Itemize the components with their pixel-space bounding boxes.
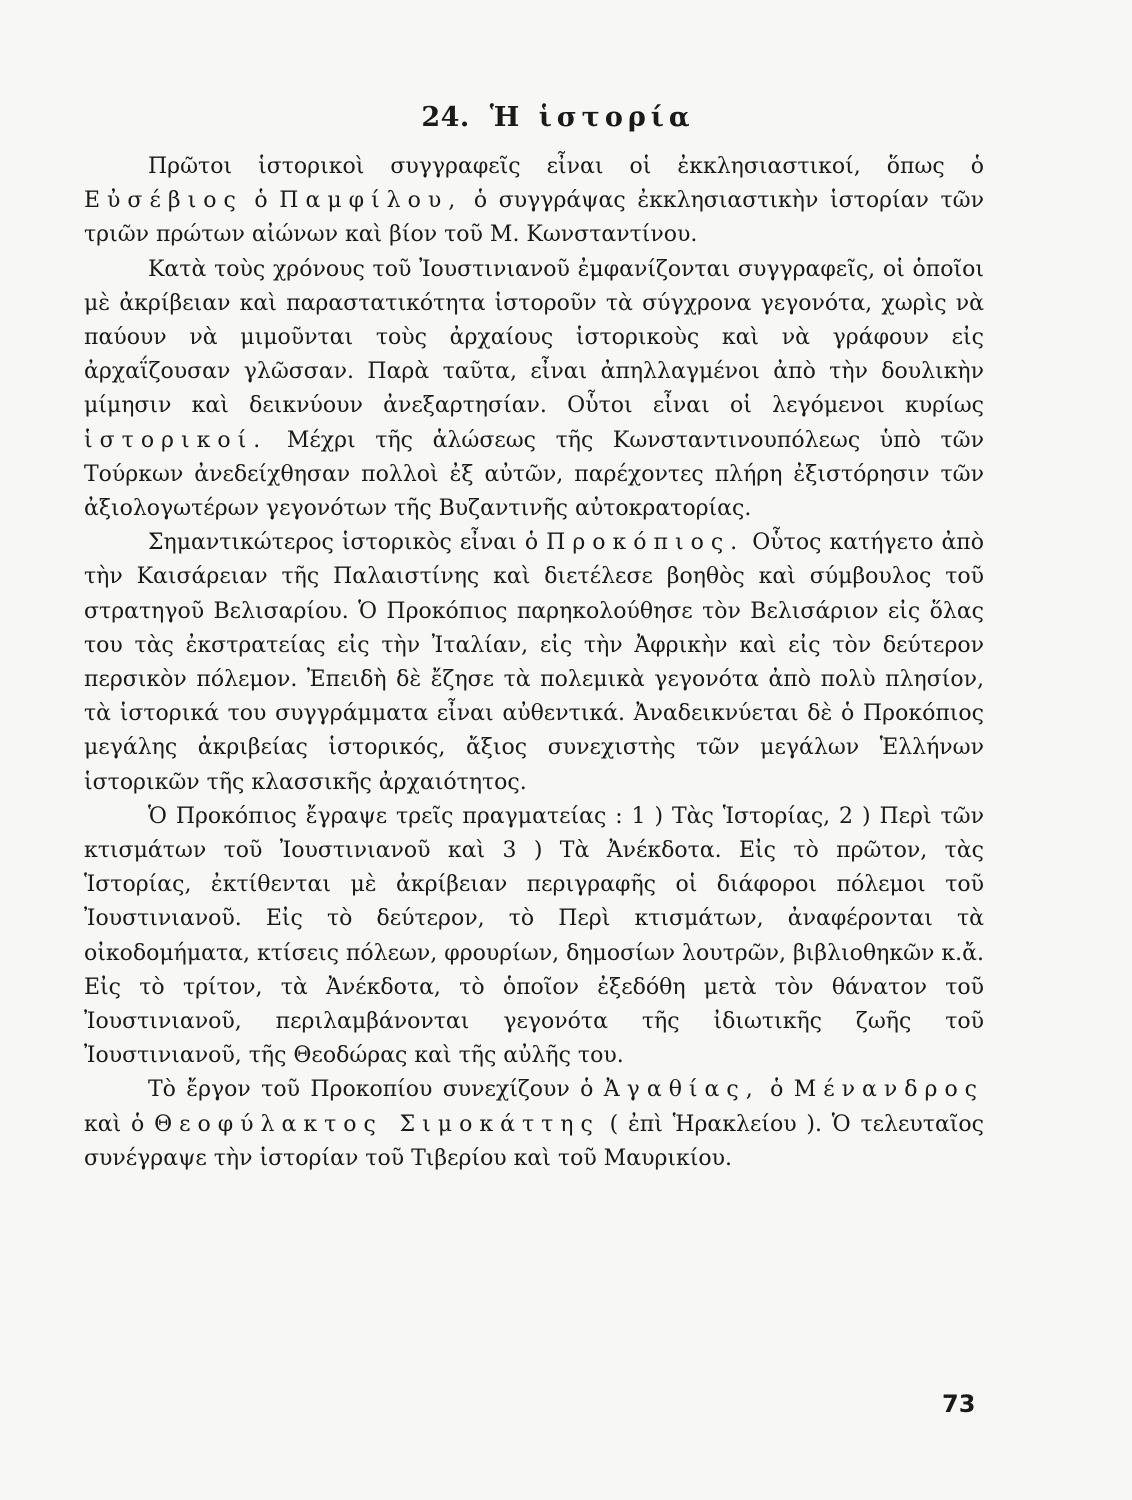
paragraph-3: Σημαντικώτερος ἱστορικὸς εἶναι ὁ Προκόπιος. Οὗτος κατήγετο ἀπὸ τὴν Καισάρειαν τῆς Παλαιστίνης καὶ διετέλεσε βοηθὸς καὶ σύμβουλος τοῦ στρατηγοῦ Βελισαρίου. Ὁ Προκόπιος παρηκολούθησε τὸν Βελισάριον εἰς ὅλας του τὰς ἐκστρατείας εἰς τὴν Ἰταλίαν, εἰς τὴν Ἀφρικὴν καὶ εἰς τὸν δεύτερον περσικὸν πόλεμον. Ἐπειδὴ δὲ ἔζησε τὰ πολεμικὰ γεγονότα ἀπὸ πολὺ πλησίον, τὰ ἱστορικά του συγγράμματα εἶναι αὐθεντικά. Ἀναδεικνύεται δὲ ὁ Προκόπιος μεγάλης ἀκριβείας ἱστορικός, ἄξιος συνεχιστὴς τῶν μεγάλων Ἑλλήνων ἱστορικῶν τῆς κλασσικῆς ἀρχαιότητος.: [84, 530, 985, 795]
book-page: [84, 96, 984, 1176]
paragraph-4: Ὁ Προκόπιος ἔγραψε τρεῖς πραγματείας : 1 ) Τὰς Ἱστορίας, 2 ) Περὶ τῶν κτισμάτων τοῦ Ἰουστινιανοῦ καὶ 3 ) Τὰ Ἀνέκδοτα. Εἰς τὸ πρῶτον, τὰς Ἱστορίας, ἐκτίθενται μὲ ἀκρίβειαν περιγραφῆς οἱ διάφοροι πόλεμοι τοῦ Ἰουστινιανοῦ. Εἰς τὸ δεύτερον, τὸ Περὶ κτισμάτων, ἀναφέρονται τὰ οἰκοδομήματα, κτίσεις πόλεων, φρουρίων, δημοσίων λουτρῶν, βιβλιοθηκῶν κ.ἄ. Εἰς τὸ τρίτον, τὰ Ἀνέκδοτα, τὸ ὁποῖον ἐξεδόθη μετὰ τὸν θάνατον τοῦ Ἰουστινιανοῦ, περιλαμβάνονται γεγονότα τῆς ἰδιωτικῆς ζωῆς τοῦ Ἰουστινιανοῦ, τῆς Θεοδώρας καὶ τῆς αὐλῆς του.: [84, 803, 984, 1069]
paragraph-1: Πρῶτοι ἱστορικοὶ συγγραφεῖς εἶναι οἱ ἐκκλησιαστικοί, ὅπως ὁ Εὐσέβιος ὁ Παμφίλου, ὁ συγγράψας ἐκκλησιαστικὴν ἱστορίαν τῶν τριῶν πρώτων αἰώνων καὶ βίον τοῦ Μ. Κωνσταντίνου.: [84, 154, 984, 248]
section-heading: [132, 96, 984, 140]
paragraph-5: Τὸ ἔργον τοῦ Προκοπίου συνεχίζουν ὁ Ἀγαθίας, ὁ Μένανδρος καὶ ὁ Θεοφύλακτος Σιμοκάττης ( ἐπὶ Ἡρακλείου ). Ὁ τελευταῖος συνέγραψε τὴν ἱστορίαν τοῦ Τιβερίου καὶ τοῦ Μαυρικίου.: [84, 1077, 985, 1171]
paragraph-2: Κατὰ τοὺς χρόνους τοῦ Ἰουστινιανοῦ ἐμφανίζονται συγγραφεῖς, οἱ ὁποῖοι μὲ ἀκρίβειαν καὶ παραστατικότητα ἱστοροῦν τὰ σύγχρονα γεγονότα, χωρὶς νὰ παύουν νὰ μιμοῦνται τοὺς ἀρχαίους ἱστορικοὺς καὶ νὰ γράφουν εἰς ἀρχαΐζουσαν γλῶσσαν. Παρὰ ταῦτα, εἶναι ἀπηλλαγμένοι ἀπὸ τὴν δουλικὴν μίμησιν καὶ δεικνύουν ἀνεξαρτησίαν. Οὗτοι εἶναι οἱ λεγόμενοι κυρίως ἱστορικοί. Μέχρι τῆς ἁλώσεως τῆς Κωνσταντινουπόλεως ὑπὸ τῶν Τούρκων ἀνεδείχθησαν πολλοὶ ἐξ αὐτῶν, παρέχοντες πλήρη ἐξιστόρησιν τῶν ἀξιολογωτέρων γεγονότων τῆς Βυζαντινῆς αὐτοκρατορίας.: [84, 256, 984, 522]
section-number: 24.: [421, 102, 470, 133]
section-title: Ἡ ἱστορία: [489, 102, 695, 133]
page-number: 73: [942, 1390, 976, 1418]
